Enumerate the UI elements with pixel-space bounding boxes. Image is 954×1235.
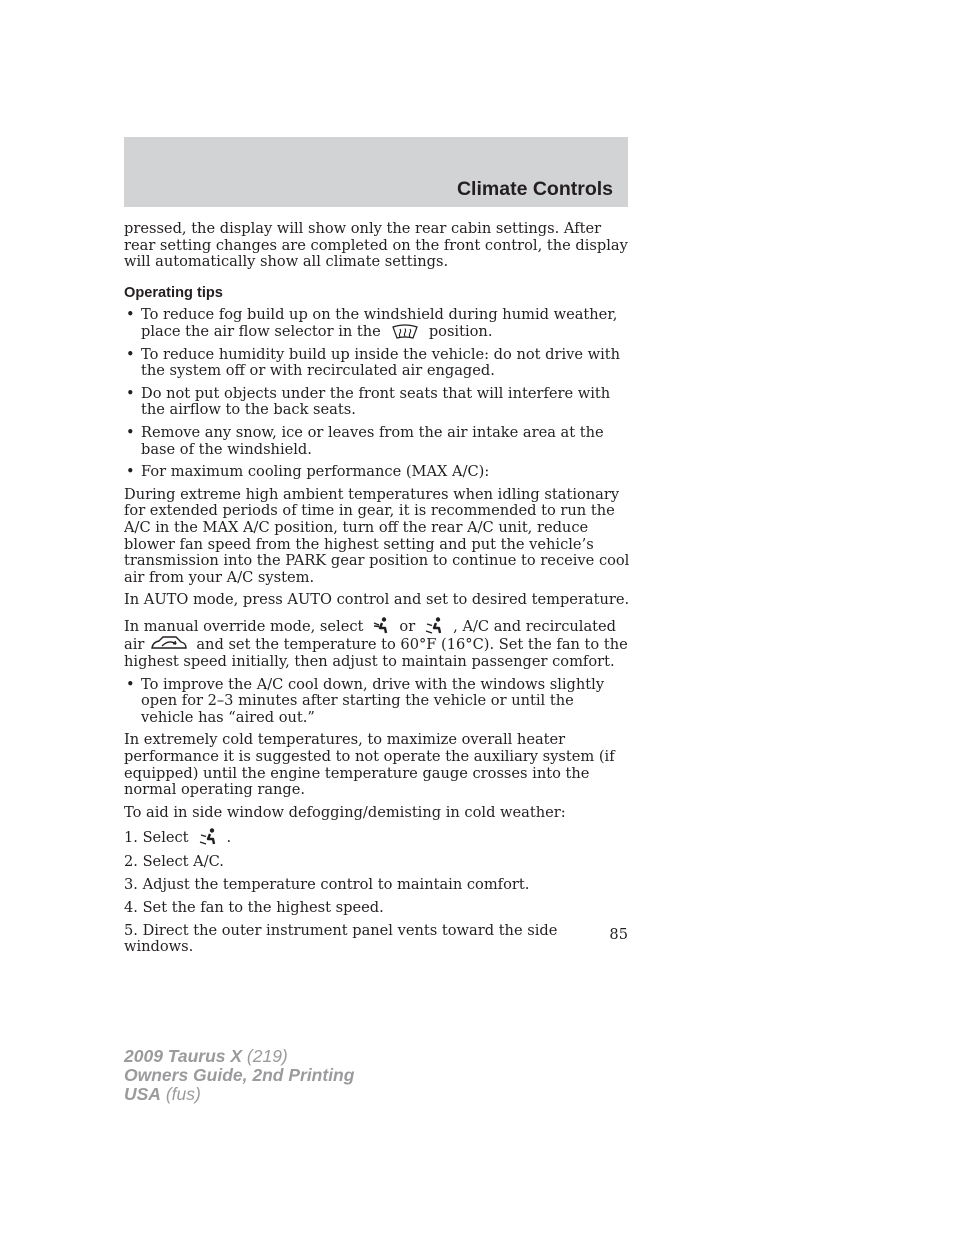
manual-override-paragraph: In manual override mode, select or , A/C and recirculated air and set the temperature to 60°F (16°C). Set the fan to the highest speed initially, then adjust to maintain passenger comfort.: [124, 617, 628, 671]
defog-steps: [124, 828, 630, 956]
footer-line: Owners Guide, 2nd Printing: [124, 1065, 355, 1085]
windshield-defrost-icon: [391, 324, 419, 340]
footer-line: 2009 Taurus X (219): [124, 1046, 288, 1066]
footer-line: USA (fus): [124, 1084, 201, 1104]
panel-vent-icon: [373, 617, 389, 635]
page-content: [124, 221, 630, 962]
list-item: • Do not put objects under the front seats that will interfere with the airflow to the back seats.: [124, 386, 630, 419]
list-item: • To reduce humidity build up inside the vehicle: do not drive with the system off or with recirculated air engaged.: [124, 347, 630, 380]
defog-paragraph: To aid in side window defogging/demisting in cold weather:: [124, 803, 566, 821]
list-item: • For maximum cooling performance (MAX A/C):: [124, 464, 630, 481]
panel-floor-vent-icon: [425, 617, 443, 635]
panel-floor-vent-icon: [199, 828, 217, 846]
list-item: • To reduce fog build up on the windshield during humid weather, place the air flow selector in the position.: [124, 307, 630, 340]
page-number: 85: [609, 926, 628, 943]
header-band: [124, 137, 628, 207]
section-title: Climate Controls: [456, 178, 613, 200]
list-item: • To improve the A/C cool down, drive with the windows slightly open for 2–3 minutes after starting the vehicle or until the vehicle has “aired out.”: [124, 677, 630, 727]
list-item: 3. Adjust the temperature control to maintain comfort.: [124, 875, 530, 893]
list-item: • Remove any snow, ice or leaves from the air intake area at the base of the windshield.: [124, 425, 630, 458]
footer: [124, 1047, 354, 1104]
auto-mode-paragraph: In AUTO mode, press AUTO control and set to desired temperature.: [124, 591, 630, 609]
tips-list: [124, 307, 630, 480]
intro-paragraph: pressed, the display will show only the rear cabin settings. After rear setting changes are completed on the front control, the display will automatically show all climate settings.: [124, 220, 628, 271]
extreme-heat-paragraph: During extreme high ambient temperatures when idling stationary for extended periods of time in gear, it is recommended to run the A/C in the MAX A/C position, turn off the rear A/C unit, reduce blower fan speed from the highest setting and put the vehicle’s transmission into the PARK gear position to continue to receive cool air from your A/C system.: [124, 485, 630, 586]
cold-weather-paragraph: In extremely cold temperatures, to maximize overall heater performance it is suggested to not operate the auxiliary system (if equipped) until the engine temperature gauge crosses into the normal operating range.: [124, 731, 615, 799]
list-item: 4. Set the fan to the highest speed.: [124, 898, 384, 916]
cooldown-list: [124, 677, 630, 727]
list-item: 1. Select .: [124, 829, 232, 847]
list-item: 2. Select A/C.: [124, 852, 224, 870]
recirculated-air-icon: [150, 635, 188, 653]
operating-tips-heading: Operating tips: [124, 284, 223, 301]
list-item: 5. Direct the outer instrument panel vents toward the side windows.: [124, 921, 558, 956]
